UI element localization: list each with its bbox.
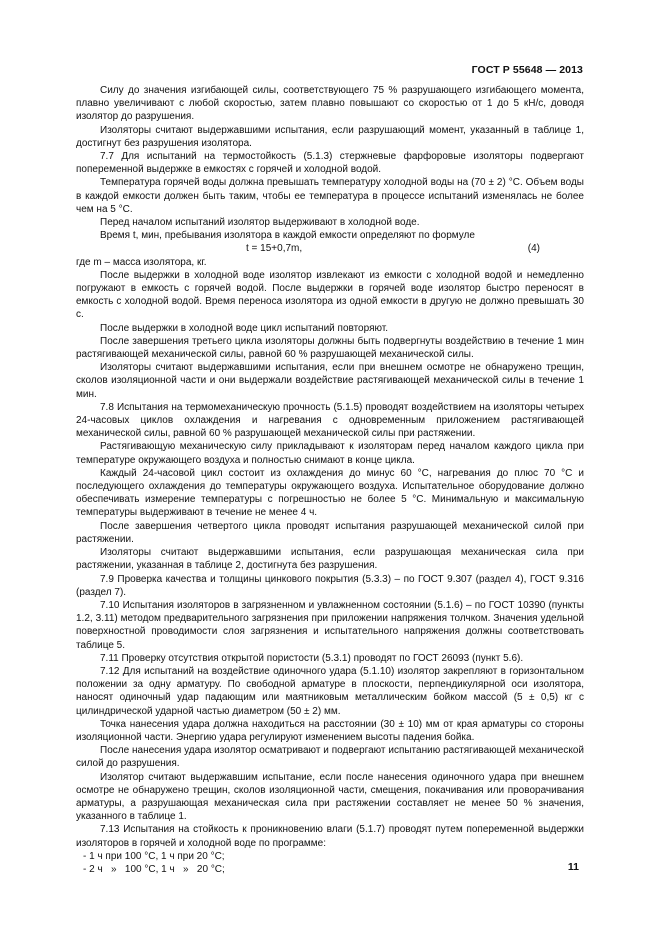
paragraph: 7.9 Проверка качества и толщины цинкового покрытия (5.3.3) – по ГОСТ 9.307 (раздел 4), ГОСТ 9.316 (раздел 7). bbox=[76, 573, 584, 598]
paragraph: 7.12 Для испытаний на воздействие одиночного удара (5.1.10) изолятор закрепляют в горизонтальном положении за одну арматуру. По свободной арматуре в плоскости, перпендикулярной оси изолятора, наносят одиночный удар падающим или маятниковым металлическим бойком массой (5 ± 0,5) кг с цилиндрической ударной частью диаметром (50 ± 2) мм. bbox=[76, 665, 584, 717]
document-code-header: ГОСТ Р 55648 — 2013 bbox=[471, 64, 583, 76]
paragraph: 7.8 Испытания на термомеханическую прочность (5.1.5) проводят воздействием на изоляторы четырех 24-часовых циклов охлаждения и нагревания с одновременным приложением растягивающей механической силы, равной 60 % разрушающей механической силы при растяжении. bbox=[76, 401, 584, 440]
formula-number: (4) bbox=[527, 243, 540, 255]
program-item: - 1 ч при 100 °С, 1 ч при 20 °С; bbox=[83, 850, 225, 862]
paragraph: Время t, мин, пребывания изолятора в каждой емкости определяют по формуле bbox=[100, 230, 475, 242]
paragraph: После завершения четвертого цикла проводят испытания разрушающей механической силой при растяжении. bbox=[76, 520, 584, 545]
paragraph: 7.7 Для испытаний на термостойкость (5.1.3) стержневые фарфоровые изоляторы подвергают попеременной выдержке в емкостях с горячей и холодной водой. bbox=[76, 151, 584, 176]
paragraph: Изоляторы считают выдержавшими испытания, если разрушающая механическая сила при растяжении, указанная в таблице 2, достигнута без разрушения. bbox=[76, 547, 584, 572]
paragraph: Перед началом испытаний изолятор выдерживают в холодной воде. bbox=[100, 217, 420, 229]
paragraph: Температура горячей воды должна превышать температуру холодной воды на (70 ± 2) °С. Объем воды в каждой емкости должен быть таким, чтобы ее температура в процессе испытаний изменялась не более чем на 5 °С. bbox=[76, 177, 584, 215]
paragraph: Изолятор считают выдержавшим испытание, если после нанесения одиночного удара при внешнем осмотре не обнаружено трещин, сколов изоляционной части, смещения, покачивания или проворачивания арматуры, а разрушающая механическая сила при растяжении составляет не менее 50 % значения, указанного в таблице 1. bbox=[76, 771, 584, 823]
paragraph: Силу до значения изгибающей силы, соответствующего 75 % разрушающего изгибающего момента, плавно увеличивают с любой скоростью, затем плавно повышают со скоростью от 1 до 5 кН/с, доводя изолятор до разрушения. bbox=[76, 85, 584, 123]
paragraph: Каждый 24-часовой цикл состоит из охлаждения до минус 60 °С, нагревания до плюс 70 °С и последующего охлаждения до температуры окружающего воздуха. Испытательное оборудование должно обеспечивать измерение температуры с погрешностью не более 5 °С. Минимальную и максимальную температуры выдерживают в течение не менее 4 ч. bbox=[76, 467, 584, 519]
paragraph: Изоляторы считают выдержавшими испытания, если разрушающий момент, указанный в таблице 1, достигнут без разрушения изолятора. bbox=[76, 124, 584, 149]
paragraph: Изоляторы считают выдержавшими испытания, если при внешнем осмотре не обнаружено трещин, сколов изоляционной части и они выдержали воздействие растягивающей механической силы в течение 1 мин. bbox=[76, 362, 584, 400]
paragraph: 7.13 Испытания на стойкость к проникновению влаги (5.1.7) проводят путем попеременной выдержки изоляторов в горячей и холодной воде по программе: bbox=[76, 824, 584, 849]
document-body bbox=[76, 84, 584, 876]
formula-line bbox=[76, 242, 584, 255]
program-item: - 2 ч » 100 °С, 1 ч » 20 °С; bbox=[83, 863, 225, 875]
paragraph: После выдержки в холодной воде изолятор извлекают из емкости с холодной водой и немедленно погружают в емкость с горячей водой. После выдержки в горячей воде изолятор быстро переносят в емкость с холодной водой. Время переноса изолятора из одной емкости в другую не должно превышать 30 с. bbox=[76, 269, 584, 321]
page-number: 11 bbox=[567, 861, 579, 873]
formula-expression: t = 15+0,7m, bbox=[246, 243, 303, 255]
formula-legend: где m – масса изолятора, кг. bbox=[76, 256, 207, 268]
paragraph: После выдержки в холодной воде цикл испытаний повторяют. bbox=[100, 322, 389, 334]
paragraph: После нанесения удара изолятор осматривают и подвергают испытанию растягивающей механической силой до разрушения. bbox=[76, 745, 584, 770]
paragraph: 7.11 Проверку отсутствия открытой пористости (5.3.1) проводят по ГОСТ 26093 (пункт 5.6). bbox=[100, 652, 524, 664]
paragraph: 7.10 Испытания изоляторов в загрязненном и увлажненном состоянии (5.1.6) – по ГОСТ 10390 (пункты 1.2, 3.11) методом предварительного загрязнения при приложении напряжения толчком. Значения удельной поверхностной проводимости слоя загрязнения и испытательного напряжения должны соответствовать таблице 5. bbox=[76, 599, 584, 651]
paragraph: После завершения третьего цикла изоляторы должны быть подвергнуты воздействию в течение 1 мин растягивающей механической силы, равной 60 % разрушающей механической силы. bbox=[76, 335, 584, 361]
paragraph: Точка нанесения удара должна находиться на расстоянии (30 ± 10) мм от края арматуры со стороны изоляционной части. Энергию удара регулируют изменением высоты падения бойка. bbox=[76, 718, 584, 743]
paragraph: Растягивающую механическую силу прикладывают к изоляторам перед началом каждого цикла при температуре окружающего воздуха и полностью снимают в конце цикла. bbox=[76, 441, 584, 466]
